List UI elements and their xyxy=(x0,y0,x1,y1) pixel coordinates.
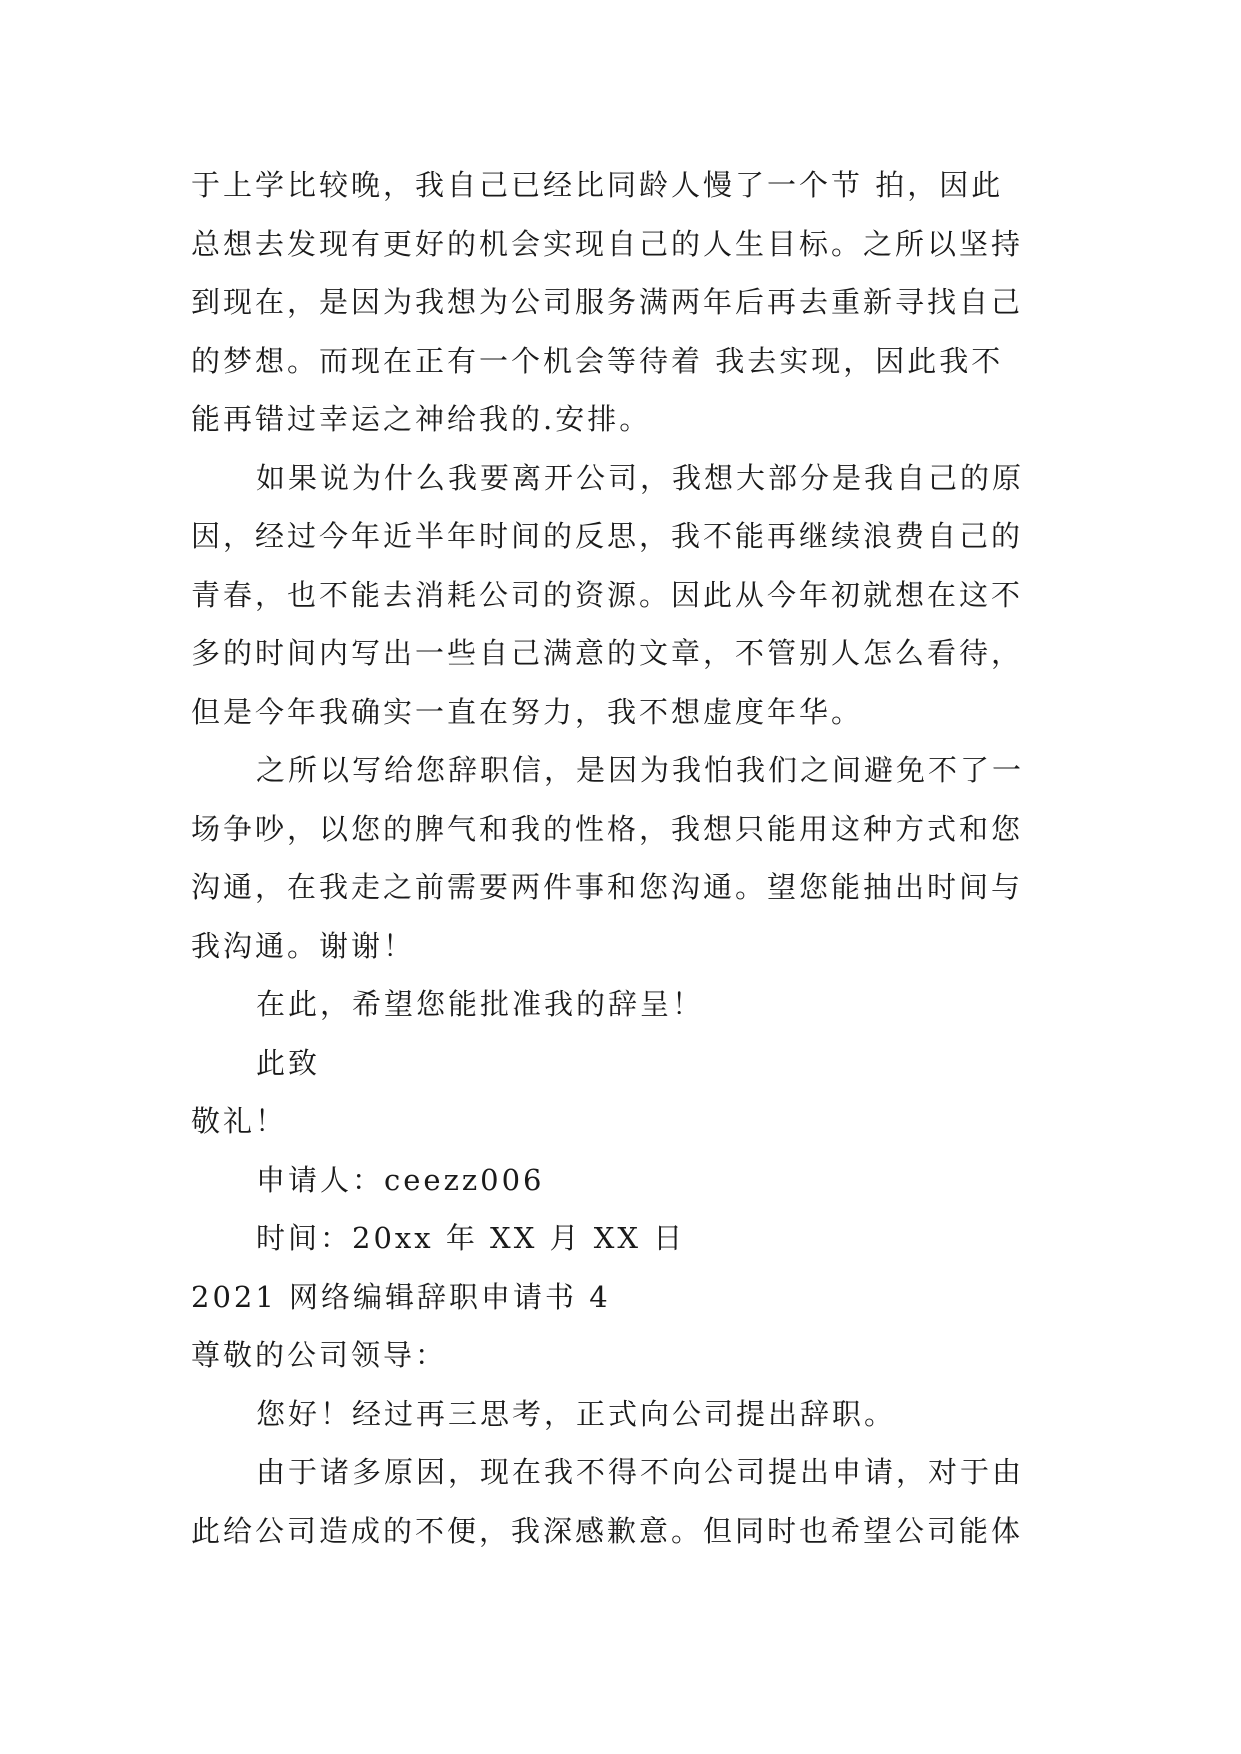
paragraph-start-line: 之所以写给您辞职信，是因为我怕我们之间避免不了一 xyxy=(256,753,1025,787)
paragraph-start-line: 如果说为什么我要离开公司，我想大部分是我自己的原 xyxy=(256,460,1025,495)
body-line-3: 到现在，是因为我想为公司服务满两年后再去重新寻找自己 xyxy=(191,285,1024,319)
greeting-line: 您好！经过再三思考，正式向公司提出辞职。 xyxy=(256,1396,897,1431)
body-line-10: 但是今年我确实一直在努力，我不想虚度年华。 xyxy=(191,694,864,729)
body-line-1: 于上学比较晚，我自己已经比同龄人慢了一个节 拍，因此 xyxy=(191,168,1004,202)
closing-request-line: 在此，希望您能批准我的辞呈！ xyxy=(256,987,705,1021)
body-line-5: 能再错过幸运之神给我的.安排。 xyxy=(191,402,652,436)
body-line-8: 青春，也不能去消耗公司的资源。因此从今年初就想在这不 xyxy=(191,577,1024,612)
body-line-12: 场争吵，以您的脾气和我的性格，我想只能用这种方式和您 xyxy=(191,811,1024,846)
document-body xyxy=(191,156,1061,1560)
body-line-13: 沟通，在我走之前需要两件事和您沟通。望您能抽出时间与 xyxy=(191,870,1024,904)
body-line-7: 因，经过今年近半年时间的反思，我不能再继续浪费自己的 xyxy=(191,519,1024,553)
recipient-line: 尊敬的公司领导： xyxy=(191,1338,448,1372)
section-title: 2021 网络编辑辞职申请书 4 xyxy=(191,1279,611,1314)
body-line-14: 我沟通。谢谢！ xyxy=(191,928,416,963)
body-line-9: 多的时间内写出一些自己满意的文章，不管别人怎么看待， xyxy=(191,636,1024,670)
applicant-line: 申请人：ceezz006 xyxy=(256,1162,545,1197)
date-line: 时间：20xx 年 XX 月 XX 日 xyxy=(256,1221,686,1255)
salutation-respect-line: 敬礼！ xyxy=(191,1104,288,1138)
paragraph-start-line: 由于诸多原因，现在我不得不向公司提出申请，对于由 xyxy=(256,1455,1025,1489)
salutation-line: 此致 xyxy=(256,1045,321,1080)
body-line-4: 的梦想。而现在正有一个机会等待着 我去实现，因此我不 xyxy=(191,343,1004,378)
body-line-2: 总想去发现有更好的机会实现自己的人生目标。之所以坚持 xyxy=(191,226,1024,261)
body-line-24: 此给公司造成的不便，我深感歉意。但同时也希望公司能体 xyxy=(191,1513,1024,1548)
